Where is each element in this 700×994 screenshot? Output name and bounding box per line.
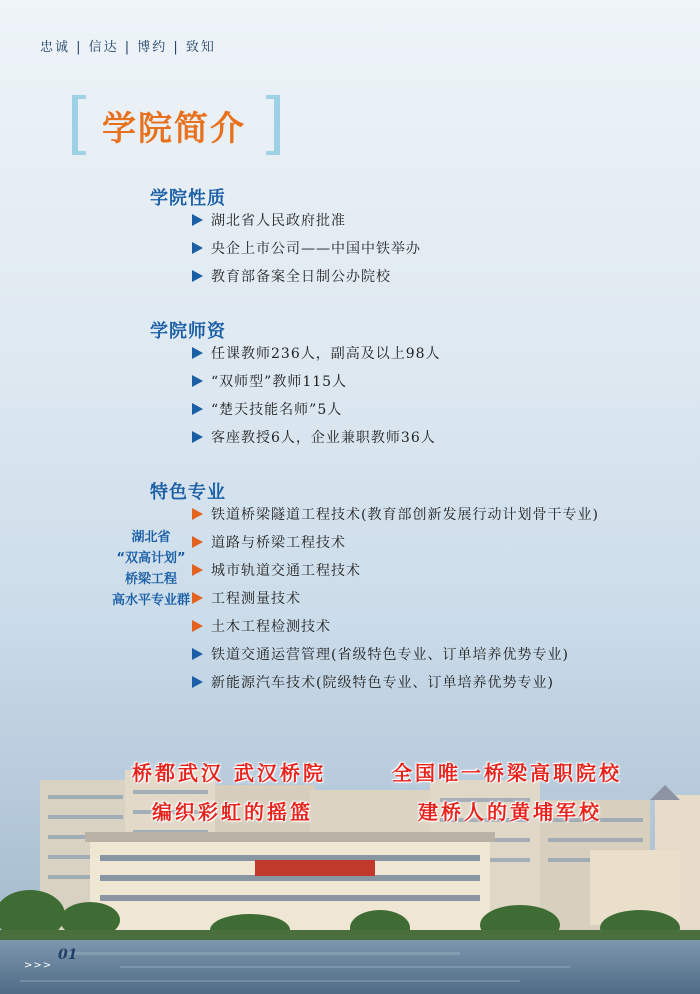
arrow-bullet-icon: [192, 620, 203, 632]
banner: [255, 860, 375, 876]
list-item: [192, 560, 361, 580]
section-heading-majors: 特色专业: [150, 482, 226, 503]
page-title: 学院简介: [102, 109, 246, 149]
list-item-text: 铁道交通运营管理(省级特色专业、订单培养优势专业): [211, 647, 569, 663]
side-note-line: 桥梁工程: [124, 572, 177, 587]
arrow-bullet-icon: [192, 592, 203, 604]
list-item-text: 任课教师236人，副高及以上98人: [211, 346, 441, 362]
page-number: 01: [58, 947, 78, 963]
list-item: [192, 672, 554, 692]
section-heading-faculty: 学院师资: [150, 321, 226, 342]
list-item-text: 铁道桥梁隧道工程技术(教育部创新发展行动计划骨干专业): [211, 507, 599, 523]
side-note-line: 高水平专业群: [111, 593, 190, 608]
list-item-text: 新能源汽车技术(院级特色专业、订单培养优势专业): [211, 675, 554, 691]
list-item: [192, 532, 346, 552]
arrow-bullet-icon: [192, 214, 203, 226]
arrow-bullet-icon: [192, 403, 203, 415]
list-item: [192, 427, 436, 447]
main-hall: [90, 840, 490, 930]
list-item-text: 土木工程检测技术: [211, 619, 331, 635]
arrow-bullet-icon: [192, 347, 203, 359]
arrow-bullet-icon: [192, 270, 203, 282]
list-item-text: 客座教授6人，企业兼职教师36人: [211, 430, 436, 446]
list-item: [192, 238, 421, 258]
bracket-right-icon: [266, 95, 280, 155]
list-item: [192, 343, 441, 363]
slogan-line2-left: 编织彩虹的摇篮: [152, 800, 313, 824]
bracket-left-icon: [72, 95, 86, 155]
list-item-text: “双师型”教师115人: [211, 374, 348, 390]
motto-header: 忠诚 | 信达 | 博约 | 致知: [40, 40, 216, 55]
slogan-line1-right: 全国唯一桥梁高职院校: [392, 761, 622, 785]
arrow-bullet-icon: [192, 564, 203, 576]
page-arrows-icon: >>>: [24, 960, 53, 971]
arrow-bullet-icon: [192, 676, 203, 688]
arrow-bullet-icon: [192, 508, 203, 520]
list-item: [192, 504, 599, 524]
list-item-text: 道路与桥梁工程技术: [211, 535, 346, 551]
section-heading-nature: 学院性质: [150, 188, 226, 209]
arrow-bullet-icon: [192, 536, 203, 548]
arrow-bullet-icon: [192, 648, 203, 660]
list-item-text: 城市轨道交通工程技术: [211, 563, 361, 579]
list-item-text: 央企上市公司——中国中铁举办: [211, 241, 421, 257]
slogan-line2-right: 建桥人的黄埔军校: [418, 800, 602, 824]
arrow-bullet-icon: [192, 375, 203, 387]
arrow-bullet-icon: [192, 242, 203, 254]
list-item: [192, 266, 391, 286]
list-item: [192, 210, 346, 230]
list-item-text: 工程测量技术: [211, 591, 301, 607]
side-note-line: “双高计划”: [116, 551, 186, 566]
list-item: [192, 644, 569, 664]
side-note: [110, 527, 192, 611]
list-item: [192, 588, 301, 608]
list-item: [192, 371, 347, 391]
list-item: [192, 399, 342, 419]
tower-roof: [650, 785, 680, 800]
list-item-text: 教育部备案全日制公办院校: [211, 269, 391, 285]
list-item-text: “楚天技能名师”5人: [211, 402, 343, 418]
arrow-bullet-icon: [192, 431, 203, 443]
list-item-text: 湖北省人民政府批准: [211, 213, 346, 229]
list-item: [192, 616, 331, 636]
page-title-box: [72, 95, 280, 155]
side-note-line: 湖北省: [131, 530, 171, 545]
slogan-line1-left: 桥都武汉 武汉桥院: [132, 761, 326, 785]
